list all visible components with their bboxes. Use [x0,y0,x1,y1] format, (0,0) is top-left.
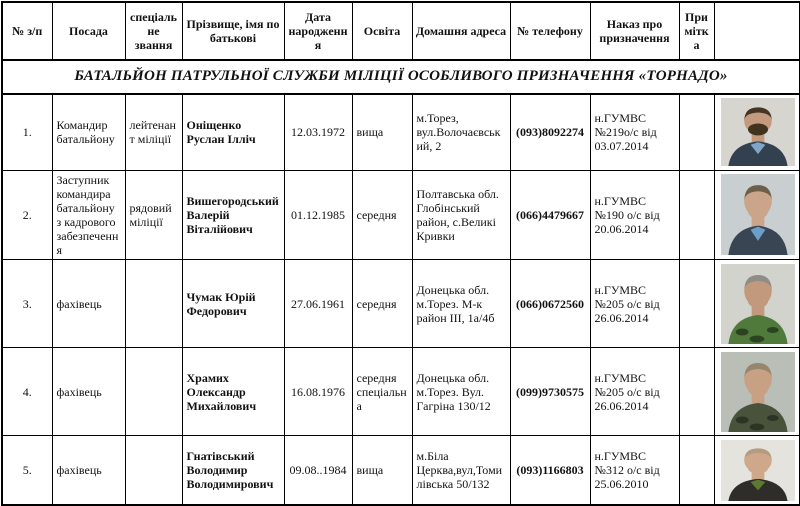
beard [747,124,767,136]
header-education: Освіта [352,2,412,60]
row-number: 5. [2,436,52,505]
camo-patch [766,327,778,333]
position-cell: фахівець [52,348,125,436]
order-cell: н.ГУМВС №312 о/с від 25.06.2010 [590,436,679,505]
beard [747,463,767,474]
photo-cell [714,260,800,348]
note-cell [679,170,714,260]
position-cell: Командир батальйону [52,94,125,170]
row-number: 4. [2,348,52,436]
camo-patch [735,153,748,159]
battalion-title: БАТАЛЬЙОН ПАТРУЛЬНОЇ СЛУЖБИ МІЛІЦІЇ ОСОБЛИВОГО ПРИЗНАЧЕННЯ «ТОРНАДО» [2,60,800,94]
header-note: Примітка [679,2,714,60]
beard [747,205,767,219]
address-cell: м.Торез, вул.Волочаєвський, 2 [412,94,510,170]
order-cell: н.ГУМВС №205 о/с від 26.06.2014 [590,348,679,436]
rank-cell: рядовий міліції [125,170,182,260]
birth-date-cell: 27.06.1961 [284,260,352,348]
education-cell: середня спеціальна [352,348,412,436]
note-cell [679,436,714,505]
name-cell: Вишегородський Валерій Віталійович [182,170,284,260]
birth-date-cell: 12.03.1972 [284,94,352,170]
rank-cell [125,260,182,348]
education-cell: вища [352,436,412,505]
phone-cell: (066)0672560 [510,260,590,348]
header-birth-date: Дата народження [284,2,352,60]
camo-patch [749,159,764,165]
table-row [2,94,800,170]
header-address: Домашня адреса [412,2,510,60]
portrait-photo [721,264,795,344]
photo-cell [714,94,800,170]
table-row [2,436,800,505]
phone-cell: (093)8092274 [510,94,590,170]
header-position: Посада [52,2,125,60]
phone-cell: (093)1166803 [510,436,590,505]
portrait-photo [721,440,795,501]
header-row [2,2,800,60]
row-number: 1. [2,94,52,170]
header-num: № з/п [2,2,52,60]
birth-date-cell: 16.08.1976 [284,348,352,436]
row-number: 3. [2,260,52,348]
camo-patch [735,328,748,335]
personnel-table [1,1,800,506]
photo-cell [714,170,800,260]
photo-cell [714,436,800,505]
table-row [2,348,800,436]
order-cell: н.ГУМВС №219о/с від 03.07.2014 [590,94,679,170]
name-cell: Храмих Олександр Михайлович [182,348,284,436]
header-phone: № телефону [510,2,590,60]
address-cell: Донецька обл. м.Торез. М-к район ІІІ, 1а/4б [412,260,510,348]
camo-patch [735,416,748,423]
address-cell: м.Біла Церква,вул,Томилівська 50/132 [412,436,510,505]
header-order: Наказ про призначення [590,2,679,60]
rank-cell [125,436,182,505]
position-cell: фахівець [52,436,125,505]
order-cell: н.ГУМВС №190 о/с від 20.06.2014 [590,170,679,260]
name-cell: Чумак Юрій Федорович [182,260,284,348]
camo-patch [766,488,778,493]
birth-date-cell: 01.12.1985 [284,170,352,260]
phone-cell: (066)4479667 [510,170,590,260]
name-cell: Гнатівський Володимир Володимирович [182,436,284,505]
position-cell: фахівець [52,260,125,348]
header-rank: спеціальне звання [125,2,182,60]
portrait-photo [721,98,795,166]
education-cell: середня [352,260,412,348]
rank-cell [125,348,182,436]
note-cell [679,348,714,436]
camo-patch [766,152,778,157]
note-cell [679,260,714,348]
camo-patch [735,240,748,247]
camo-patch [749,335,764,342]
position-cell: Заступник командира батальйону з кадрового забезпечення [52,170,125,260]
camo-patch [735,489,748,494]
birth-date-cell: 09.08..1984 [284,436,352,505]
education-cell: вища [352,94,412,170]
document-sheet [1,1,799,499]
table-row [2,260,800,348]
header-name: Прізвище, імя по батькові [182,2,284,60]
rank-cell: лейтенант міліції [125,94,182,170]
education-cell: середня [352,170,412,260]
portrait-photo [721,352,795,432]
battalion-banner-row [2,60,800,94]
note-cell [679,94,714,170]
order-cell: н.ГУМВС №205 о/с від 26.06.2014 [590,260,679,348]
camo-patch [749,247,764,254]
address-cell: Донецька обл. м.Торез. Вул. Гагріна 130/12 [412,348,510,436]
name-cell: Оніщенко Руслан Ілліч [182,94,284,170]
beard [747,382,767,396]
beard [747,294,767,308]
phone-cell: (099)9730575 [510,348,590,436]
table-row [2,170,800,260]
photo-cell [714,348,800,436]
camo-patch [766,238,778,244]
portrait-photo [721,174,795,255]
address-cell: Полтавська обл. Глобінський район, с.Великі Кривки [412,170,510,260]
row-number: 2. [2,170,52,260]
header-photo [714,2,800,60]
camo-patch [766,415,778,421]
camo-patch [749,494,764,499]
camo-patch [749,423,764,430]
